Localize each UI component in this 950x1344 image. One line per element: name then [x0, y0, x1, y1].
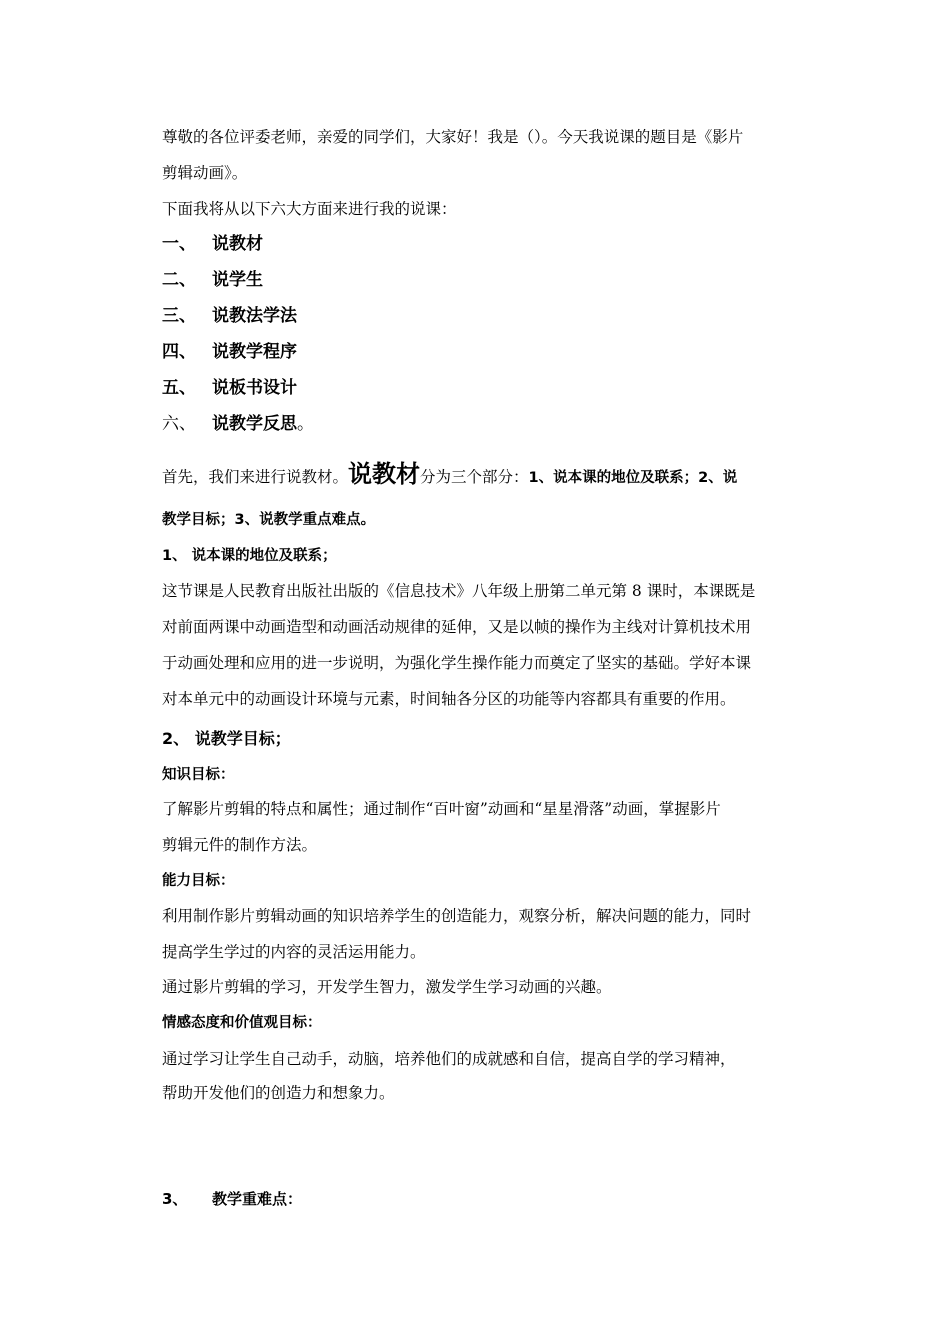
outline-num: 五、	[162, 378, 196, 398]
outline-num: 四、	[162, 342, 196, 362]
outline-label: 说教法学法	[212, 306, 297, 326]
section-1-body-1: 这节课是人民教育出版社出版的《信息技术》八年级上册第二单元第 8 课时，本课既是	[162, 582, 756, 600]
section-1-body-4: 对本单元中的动画设计环境与元素，时间轴各分区的功能等内容都具有重要的作用。	[162, 690, 736, 708]
outline-num: 二、	[162, 270, 196, 290]
outline-item-4	[162, 340, 297, 364]
textbook-intro-big-word: 说教材	[348, 460, 421, 488]
outline-num: 一、	[162, 234, 196, 254]
section-2-title: 2、 说教学目标；	[162, 729, 291, 748]
outline-num: 三、	[162, 306, 196, 326]
emotion-goal-body-2: 帮助开发他们的创造力和想象力。	[162, 1084, 395, 1102]
outline-trail: 。	[297, 414, 314, 434]
ability-goal-title: 能力目标：	[162, 873, 235, 889]
intro-line-3: 下面我将从以下六大方面来进行我的说课：	[162, 200, 457, 218]
outline-item-6	[162, 412, 314, 436]
section-1-title: 1、 说本课的地位及联系；	[162, 548, 337, 564]
outline-label: 说学生	[212, 270, 263, 290]
outline-item-5	[162, 376, 297, 400]
outline-num: 六、	[162, 414, 196, 434]
knowledge-goal-body-2: 剪辑元件的制作方法。	[162, 836, 318, 854]
textbook-intro-mid: 分为三个部分：	[420, 468, 529, 486]
outline-item-1	[162, 232, 263, 256]
textbook-intro-bold-tail: 1、说本课的地位及联系；2、说	[528, 470, 738, 486]
ability-goal-body-2: 提高学生学过的内容的灵活运用能力。	[162, 943, 426, 961]
outline-item-3	[162, 304, 297, 328]
ability-goal-body-1: 利用制作影片剪辑动画的知识培养学生的创造能力，观察分析，解决问题的能力，同时	[162, 907, 752, 925]
section-1-body-2: 对前面两课中动画造型和动画活动规律的延伸，又是以帧的操作为主线对计算机技术用	[162, 618, 752, 636]
outline-label: 说教学反思	[212, 414, 297, 434]
ability-goal-body-3: 通过影片剪辑的学习，开发学生智力，激发学生学习动画的兴趣。	[162, 978, 612, 996]
section-1-body-3: 于动画处理和应用的进一步说明，为强化学生操作能力而奠定了坚实的基础。学好本课	[162, 654, 752, 672]
knowledge-goal-title: 知识目标：	[162, 767, 235, 783]
knowledge-goal-body-1: 了解影片剪辑的特点和属性；通过制作“百叶窗”动画和“星星滑落”动画，掌握影片	[162, 800, 721, 818]
outline-item-2	[162, 268, 263, 292]
textbook-intro-prefix: 首先，我们来进行说教材。	[162, 468, 349, 486]
section-3-title	[162, 1188, 302, 1210]
textbook-intro-bold-line2: 教学目标；3、说教学重点难点。	[162, 512, 376, 528]
intro-line-1: 尊敬的各位评委老师，亲爱的同学们，大家好！我是（）。今天我说课的题目是《影片	[162, 128, 744, 146]
intro-line-2: 剪辑动画》。	[162, 164, 248, 182]
outline-label: 说教材	[212, 234, 263, 254]
textbook-intro-line-1	[162, 458, 812, 494]
section-3-num: 3、	[162, 1190, 188, 1208]
emotion-goal-title: 情感态度和价值观目标：	[162, 1015, 322, 1031]
textbook-intro-line-2	[162, 508, 812, 531]
outline-label: 说教学程序	[212, 342, 297, 362]
emotion-goal-body-1: 通过学习让学生自己动手，动脑，培养他们的成就感和自信，提高自学的学习精神，	[162, 1050, 736, 1068]
outline-label: 说板书设计	[212, 378, 297, 398]
section-3-label: 教学重难点：	[212, 1190, 303, 1208]
